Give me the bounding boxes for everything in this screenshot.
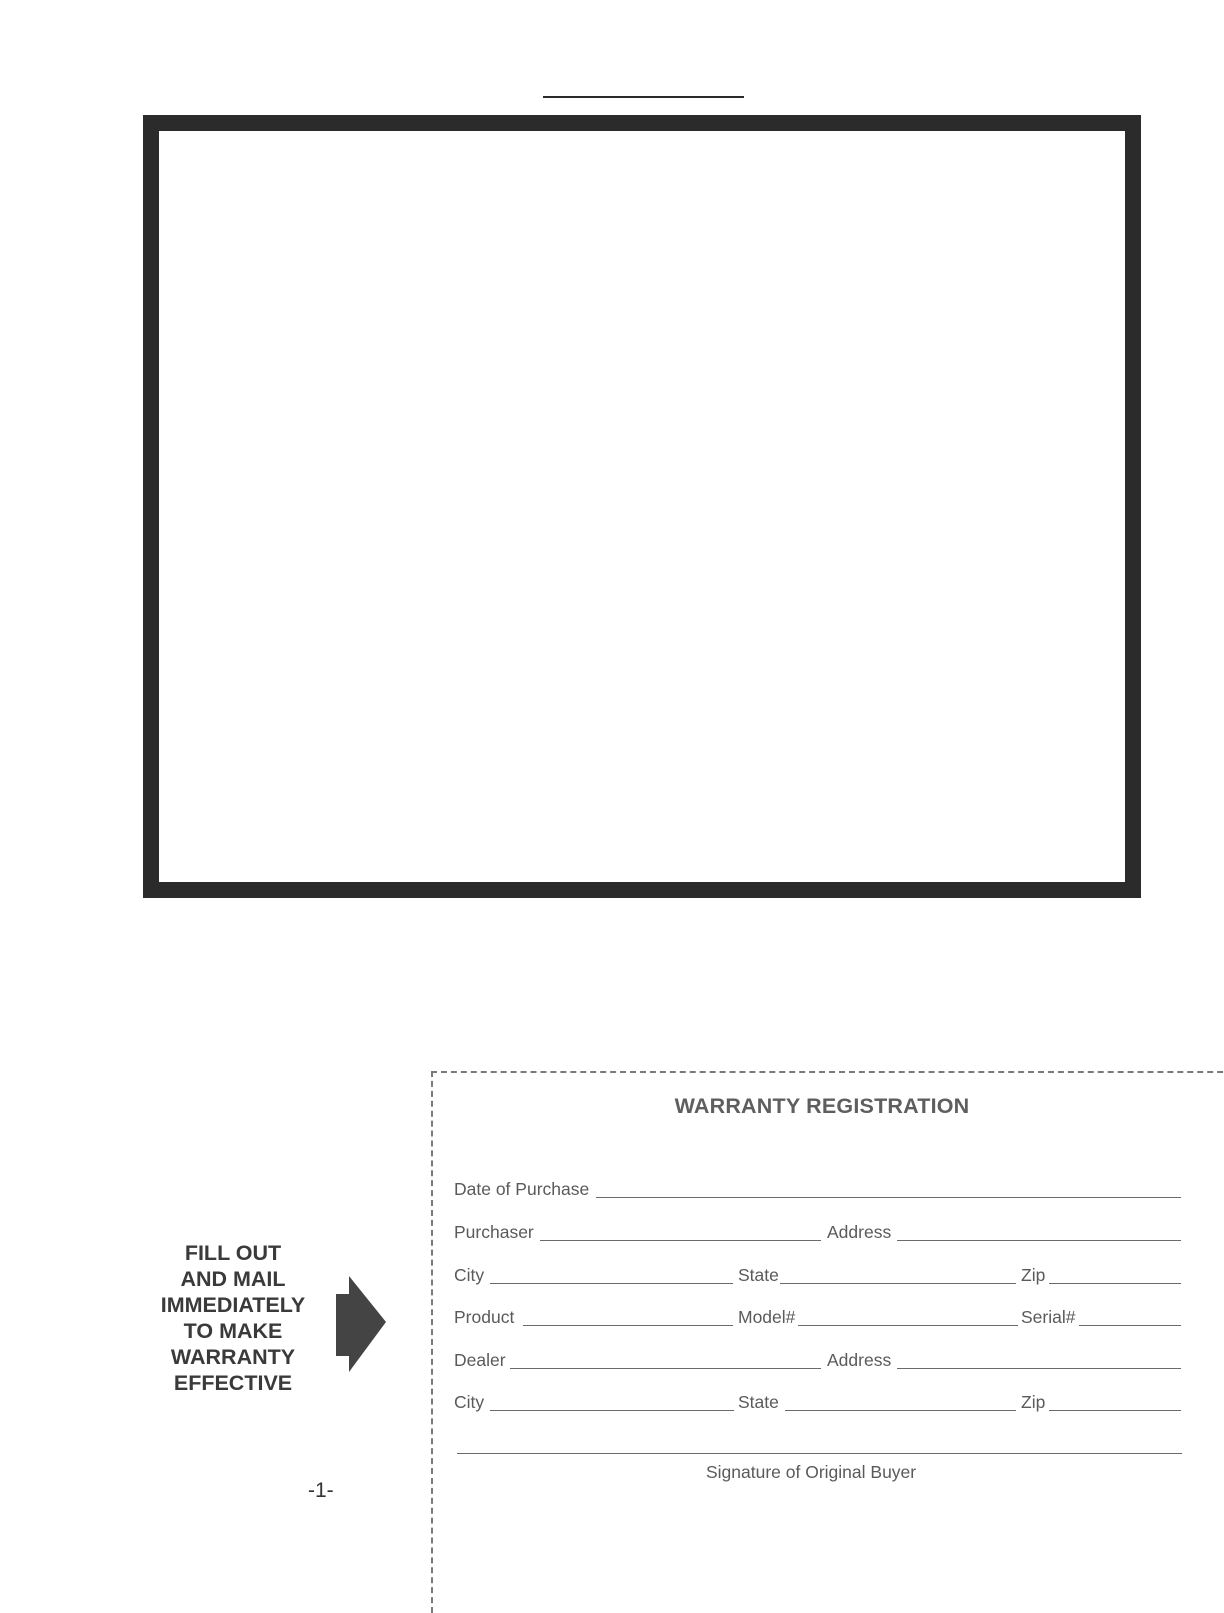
product-field[interactable]: [523, 1325, 733, 1326]
zip-label: Zip: [1021, 1265, 1046, 1285]
callout-line: FILL OUT: [184, 1241, 282, 1265]
row-dealer-city: [454, 1391, 1181, 1415]
callout-line: TO MAKE: [183, 1319, 283, 1343]
row-purchaser: [454, 1221, 1181, 1245]
callout-line: AND MAIL: [180, 1267, 286, 1291]
address-field[interactable]: [897, 1240, 1181, 1241]
dealer-zip-field[interactable]: [1049, 1410, 1181, 1411]
state-label: State: [738, 1265, 779, 1285]
date-of-purchase-label: Date of Purchase: [454, 1179, 590, 1199]
state-field[interactable]: [780, 1283, 1016, 1284]
card-title: WARRANTY REGISTRATION: [674, 1094, 970, 1118]
dealer-address-label: Address: [827, 1350, 892, 1370]
serial-field[interactable]: [1079, 1325, 1181, 1326]
zip-field[interactable]: [1049, 1283, 1181, 1284]
dealer-field[interactable]: [510, 1368, 821, 1369]
dealer-city-field[interactable]: [490, 1410, 734, 1411]
address-label: Address: [827, 1222, 892, 1242]
model-label: Model#: [738, 1307, 796, 1327]
signature-field[interactable]: [457, 1453, 1182, 1454]
fill-out-callout: [140, 1240, 326, 1396]
page-number: -1-: [308, 1479, 334, 1502]
dealer-state-field[interactable]: [785, 1410, 1016, 1411]
callout-line: IMMEDIATELY: [160, 1293, 306, 1317]
warranty-registration-card: [431, 1071, 1224, 1613]
callout-line: EFFECTIVE: [173, 1371, 293, 1395]
dealer-label: Dealer: [454, 1350, 506, 1370]
top-rule: [543, 96, 744, 98]
callout-line: WARRANTY: [170, 1345, 296, 1369]
dealer-city-label: City: [454, 1392, 485, 1412]
dealer-zip-label: Zip: [1021, 1392, 1046, 1412]
arrow-right-icon: [336, 1276, 386, 1372]
model-field[interactable]: [798, 1325, 1018, 1326]
row-date-of-purchase: [454, 1178, 1181, 1202]
dealer-address-field[interactable]: [897, 1368, 1181, 1369]
row-dealer: [454, 1349, 1181, 1373]
city-label: City: [454, 1265, 485, 1285]
purchaser-field[interactable]: [540, 1240, 821, 1241]
signature-caption: Signature of Original Buyer: [706, 1462, 917, 1482]
city-field[interactable]: [490, 1283, 733, 1284]
product-label: Product: [454, 1307, 515, 1327]
purchaser-label: Purchaser: [454, 1222, 534, 1242]
row-product: [454, 1306, 1181, 1330]
date-of-purchase-field[interactable]: [596, 1197, 1181, 1198]
dealer-state-label: State: [738, 1392, 779, 1412]
row-city: [454, 1264, 1181, 1288]
blank-image-frame: [143, 115, 1141, 898]
serial-label: Serial#: [1021, 1307, 1076, 1327]
